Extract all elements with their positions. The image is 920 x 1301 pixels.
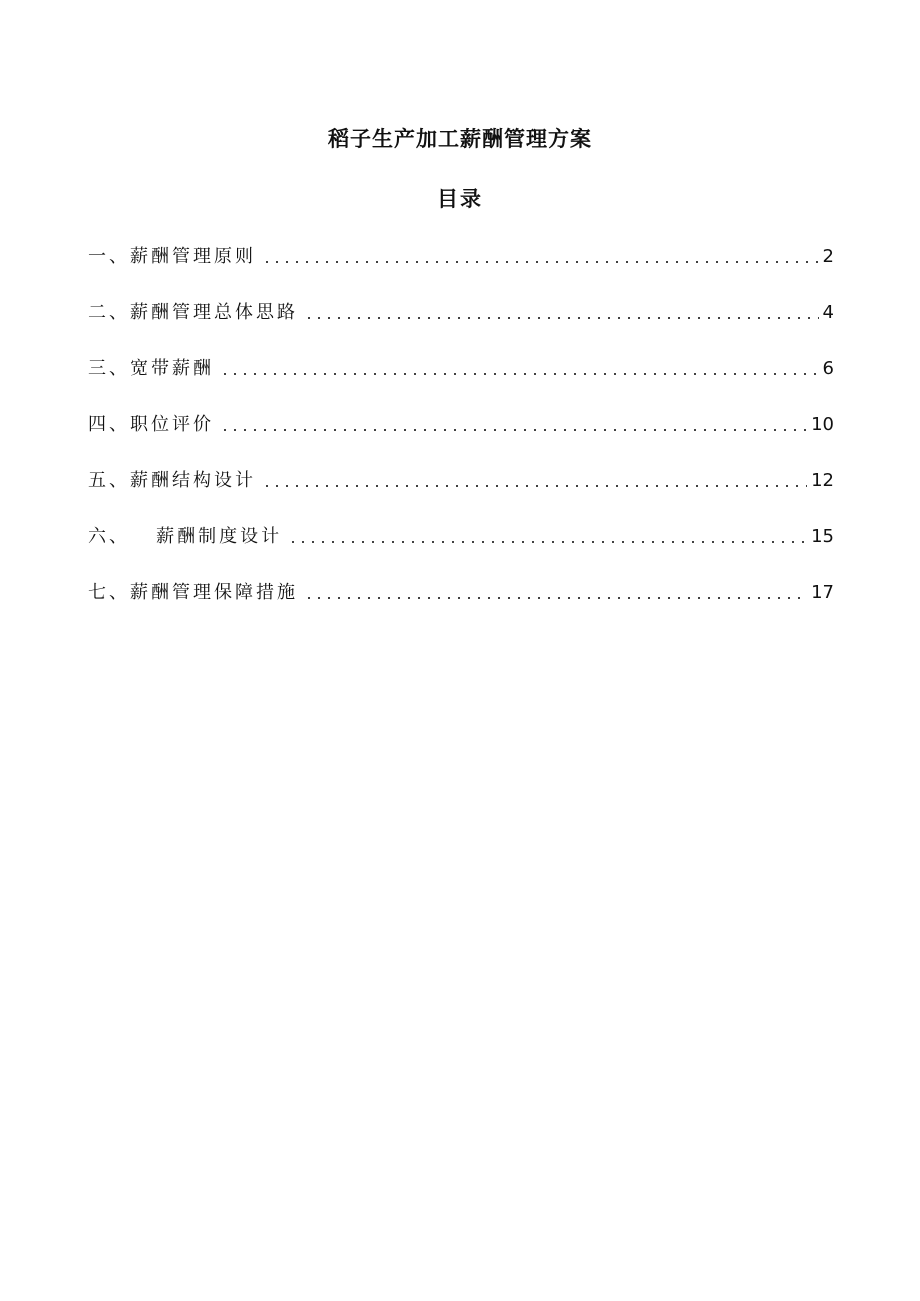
toc-dot-leader bbox=[260, 467, 809, 495]
toc-entry[interactable] bbox=[88, 467, 834, 523]
toc-entry[interactable] bbox=[88, 411, 834, 467]
toc-page-number: 17 bbox=[811, 582, 834, 603]
toc-dot-leader bbox=[286, 523, 809, 551]
toc-dot-leader bbox=[218, 355, 821, 383]
toc-page-number: 10 bbox=[811, 414, 834, 435]
toc-dot-leader bbox=[302, 299, 821, 327]
toc-entry-label: 二、薪酬管理总体思路 bbox=[88, 302, 298, 323]
toc-entry-label: 七、薪酬管理保障措施 bbox=[88, 582, 298, 603]
toc-page-number: 12 bbox=[811, 470, 834, 491]
toc-entry[interactable] bbox=[88, 579, 834, 635]
toc-dot-leader bbox=[302, 579, 809, 607]
toc-entry[interactable] bbox=[88, 299, 834, 355]
toc-entry-label: 四、职位评价 bbox=[88, 414, 214, 435]
toc-page-number: 4 bbox=[822, 302, 834, 323]
toc-page-number: 6 bbox=[822, 358, 834, 379]
toc-entry-label: 一、薪酬管理原则 bbox=[88, 246, 256, 267]
toc-entry-label: 三、宽带薪酬 bbox=[88, 358, 214, 379]
toc-dot-leader bbox=[218, 411, 809, 439]
toc-entry[interactable] bbox=[88, 243, 834, 299]
table-of-contents bbox=[88, 243, 834, 635]
toc-page-number: 2 bbox=[822, 246, 834, 267]
toc-entry[interactable] bbox=[88, 523, 834, 579]
toc-entry[interactable] bbox=[88, 355, 834, 411]
toc-entry-label: 六、 薪酬制度设计 bbox=[88, 526, 283, 547]
document-title: 稻子生产加工薪酬管理方案 bbox=[328, 127, 592, 151]
toc-entry-label: 五、薪酬结构设计 bbox=[88, 470, 256, 491]
toc-heading: 目录 bbox=[437, 187, 483, 211]
toc-page-number: 15 bbox=[811, 526, 834, 547]
toc-dot-leader bbox=[260, 243, 821, 271]
